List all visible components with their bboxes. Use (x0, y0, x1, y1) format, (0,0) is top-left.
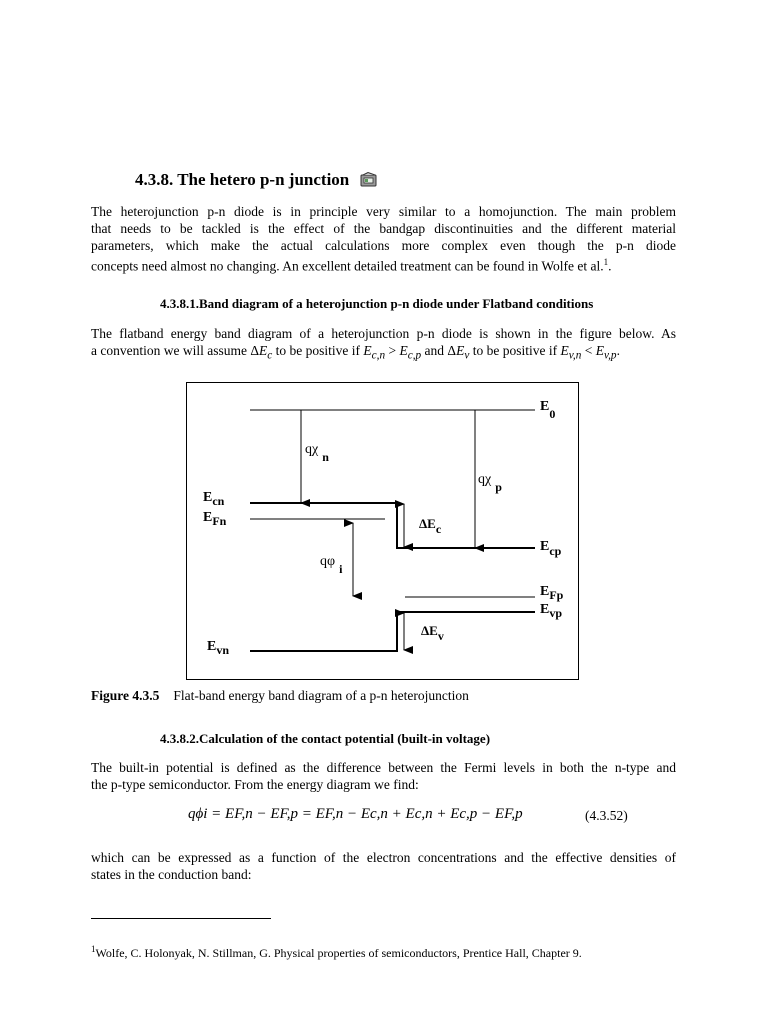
para-line: The built-in potential is defined as the difference between the Fermi levels in both the n-type and (91, 760, 676, 775)
footnote-mark: 1 (91, 944, 96, 954)
label-qchi-n: qχ n (305, 442, 329, 464)
section-title: 4.3.8. The hetero p-n junction (135, 170, 350, 189)
label-delta-ev: ΔEv (421, 623, 444, 643)
intro-paragraph (91, 203, 676, 275)
figure-caption-text: Flat-band energy band diagram of a p-n heterojunction (173, 688, 469, 703)
intro-line: that needs to be tackled is the effect of the bandgap discontinuities and the different material (91, 221, 676, 236)
subsection-title: 4.3.8.2.Calculation of the contact potential (built-in voltage) (160, 731, 491, 746)
label-evp: Evp (540, 602, 563, 620)
label-ecn: Ecn (203, 490, 225, 508)
valence-band-edge (250, 612, 535, 651)
subsection1-paragraph (91, 325, 676, 365)
footnote-separator (91, 918, 271, 919)
label-efp: EFp (540, 584, 564, 602)
label-qchi-p: qχ p (478, 472, 502, 494)
footnote (91, 944, 582, 961)
subsection2-paragraph (91, 759, 676, 793)
subsection-title: 4.3.8.1.Band diagram of a heterojunction p-n diode under Flatband conditions (160, 296, 594, 311)
intro-line: The heterojunction p-n diode is in principle very similar to a homojunction. The main problem (91, 204, 676, 219)
para-line: The flatband energy band diagram of a heterojunction p-n diode is shown in the figure below. As (91, 326, 676, 341)
label-efn: EFn (203, 510, 227, 528)
footnote-text: Wolfe, C. Holonyak, N. Stillman, G. Physical properties of semiconductors, Prentice Hall, Chapter 9. (95, 946, 582, 960)
intro-line: parameters, which make the actual calculations more complex even though the p-n diode (91, 238, 676, 253)
conduction-band-edge (250, 503, 535, 548)
intro-line-last: concepts need almost no changing. An excellent detailed treatment can be found in Wolfe et al.$^1$. (91, 257, 612, 274)
label-delta-ec: ΔEc (419, 516, 442, 536)
footnote-ref[interactable]: 1 (603, 257, 609, 267)
band-diagram (187, 383, 578, 679)
label-qphi: qφ i (320, 554, 343, 576)
label-evn: Evn (207, 639, 230, 657)
equation-number: (4.3.52) (585, 808, 628, 823)
equation-text: qϕi = EF,n − EF,p = EF,n − Ec,n + Ec,n + Ec,p − EF,p (188, 806, 523, 822)
para-line: a convention we will assume $\Delta E_c$ to be positive if $E_{c,n} > E_{c,p}$ and $\Delta E_v$ to be positive if $E_{v,n} < E_{v,p}$. (91, 343, 620, 362)
figure-caption (91, 688, 469, 704)
label-ecp: Ecp (540, 539, 562, 558)
label-e0: E0 (540, 399, 556, 421)
para-line: states in the conduction band: (91, 867, 252, 882)
figure-label: Figure 4.3.5 (91, 688, 160, 703)
para-line: the p-type semiconductor. From the energy diagram we find: (91, 777, 419, 792)
equation-4-3-52 (188, 806, 523, 823)
after-equation-paragraph (91, 849, 676, 883)
section-heading (135, 170, 377, 192)
band-diagram-frame (186, 382, 579, 680)
para-line: which can be expressed as a function of the electron concentrations and the effective densities of (91, 850, 676, 865)
diskette-icon[interactable] (360, 172, 377, 192)
